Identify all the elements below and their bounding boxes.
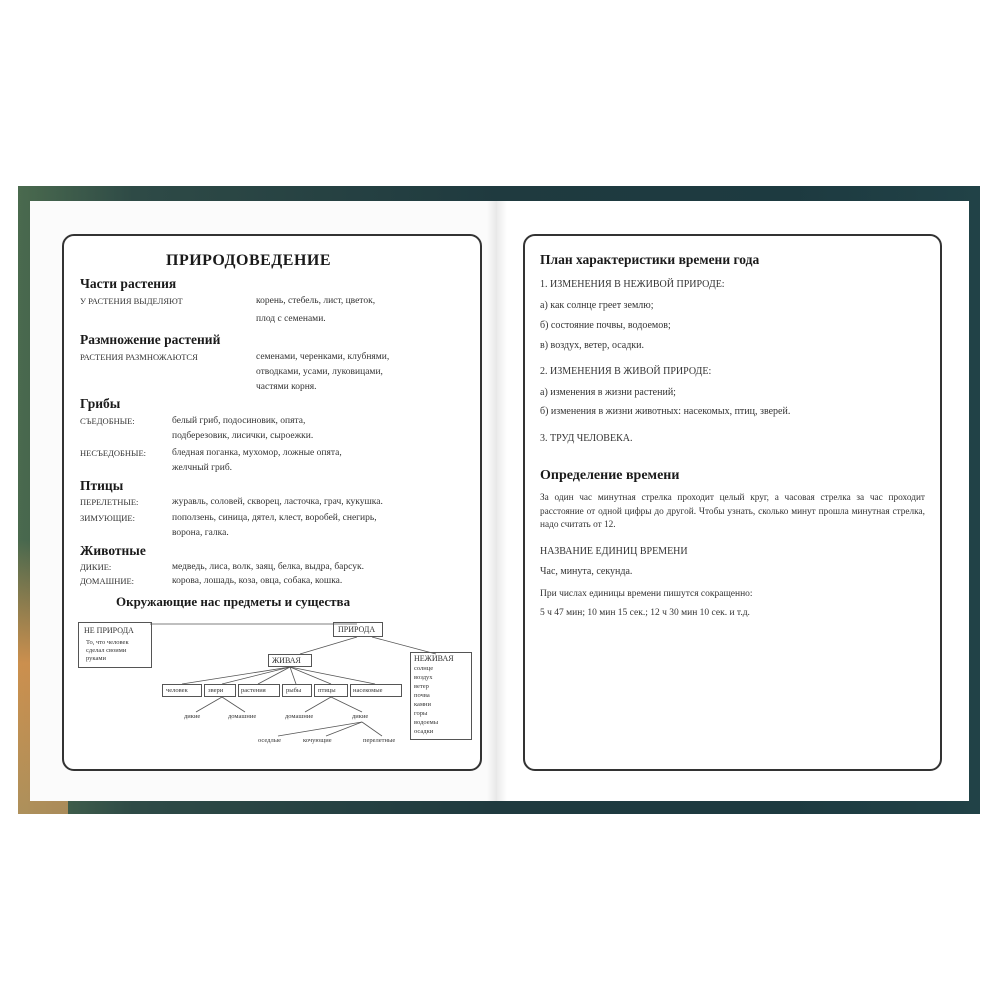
inedible-label: НЕСЪЕДОБНЫЕ: <box>80 448 147 458</box>
living-child-fish: рыбы <box>286 687 302 694</box>
wild-birds-nomadic: кочующие <box>303 737 332 744</box>
nonliving-item: осадки <box>414 728 434 735</box>
time-paragraph: За один час минутная стрелка проходит целый круг, а часовая стрелка за час проходит расстояние от одной цифры до другой. Чтобы узнать, сколько минут прошла минутная стрелка, надо считать от 12. <box>540 493 925 530</box>
plant-reproduction-value-3: частями корня. <box>256 382 317 392</box>
edible-value-1: белый гриб, подосиновик, опята, <box>172 416 306 426</box>
nonliving-item: ветер <box>414 683 429 690</box>
living-child-plants: растения <box>241 687 266 694</box>
plant-reproduction-heading: Размножение растений <box>80 332 221 347</box>
wintering-value-1: поползень, синица, дятел, клест, воробей, снегирь, <box>172 513 377 523</box>
plant-parts-heading: Части растения <box>80 276 177 291</box>
beasts-domestic: домашние <box>228 713 257 720</box>
page-title: ПРИРОДОВЕДЕНИЕ <box>166 252 332 269</box>
wild-birds-migratory: перелетные <box>363 737 396 744</box>
mushrooms-heading: Грибы <box>80 396 121 411</box>
wild-birds-sedentary: оседлые <box>258 737 281 744</box>
living-child-birds: птицы <box>318 687 336 694</box>
season-plan-heading: План характеристики времени года <box>540 252 760 267</box>
wild-value: медведь, лиса, волк, заяц, белка, выдра, барсук. <box>172 562 364 572</box>
season-plan-item-1c: в) воздух, ветер, осадки. <box>540 340 645 351</box>
season-plan-item-1a: а) как солнце греет землю; <box>540 300 654 311</box>
living-child-insects: насекомые <box>353 687 383 694</box>
domestic-label: ДОМАШНИЕ: <box>80 576 135 586</box>
beasts-wild: дикие <box>184 713 201 720</box>
season-plan-item-1: 1. ИЗМЕНЕНИЯ В НЕЖИВОЙ ПРИРОДЕ: <box>540 279 725 290</box>
time-units-label: НАЗВАНИЕ ЕДИНИЦ ВРЕМЕНИ <box>540 546 688 557</box>
inedible-value-1: бледная поганка, мухомор, ложные опята, <box>172 448 342 458</box>
plant-parts-value-1: корень, стебель, лист, цветок, <box>256 296 376 306</box>
nonliving-item: горы <box>414 710 428 717</box>
plant-parts-value-2: плод с семенами. <box>256 314 326 324</box>
wild-label: ДИКИЕ: <box>80 562 112 572</box>
plant-reproduction-value-1: семенами, черенками, клубнями, <box>256 352 390 362</box>
time-abbrev-example: 5 ч 47 мин; 10 мин 15 сек.; 12 ч 30 мин 10 сек. и т.д. <box>540 608 750 618</box>
nonliving-item: водоемы <box>414 719 439 726</box>
domestic-value: корова, лошадь, коза, овца, собака, кошка. <box>172 576 343 586</box>
living-child-human: человек <box>166 687 188 694</box>
animals-heading: Животные <box>80 543 146 558</box>
wintering-value-2: ворона, галка. <box>172 528 229 538</box>
plant-reproduction-value-2: отводками, усами, луковицами, <box>256 367 383 377</box>
inedible-value-2: желчный гриб. <box>172 463 233 473</box>
birds-domestic: домашние <box>285 713 314 720</box>
edible-label: СЪЕДОБНЫЕ: <box>80 416 135 426</box>
nonliving-item: камни <box>414 701 432 708</box>
not-nature-note-1: То, что человек <box>86 639 129 646</box>
migratory-label: ПЕРЕЛЕТНЫЕ: <box>80 497 139 507</box>
not-nature-label: НЕ ПРИРОДА <box>84 626 134 635</box>
migratory-value: журавль, соловей, скворец, ласточка, грач, кукушка. <box>172 497 383 507</box>
edible-value-2: подберезовик, лисички, сыроежки. <box>172 431 314 441</box>
diagram-heading: Окружающие нас предметы и существа <box>116 594 351 609</box>
nature-label: ПРИРОДА <box>338 625 376 634</box>
plant-parts-label: У РАСТЕНИЯ ВЫДЕЛЯЮТ <box>80 296 183 306</box>
season-plan-item-1b: б) состояние почвы, водоемов; <box>540 320 671 331</box>
living-label: ЖИВАЯ <box>272 656 301 665</box>
season-plan-item-2b: б) изменения в жизни животных: насекомых, птиц, зверей. <box>540 406 791 417</box>
time-units-value: Час, минута, секунда. <box>540 566 633 577</box>
time-abbrev-note: При числах единицы времени пишутся сокращенно: <box>540 589 753 599</box>
season-plan-item-2: 2. ИЗМЕНЕНИЯ В ЖИВОЙ ПРИРОДЕ: <box>540 366 712 377</box>
nonliving-item: солнце <box>414 665 434 672</box>
birds-wild: дикие <box>352 713 369 720</box>
nonliving-item: почва <box>414 692 430 699</box>
nonliving-item: воздух <box>414 674 433 681</box>
birds-heading: Птицы <box>80 478 124 493</box>
time-heading: Определение времени <box>540 468 680 483</box>
living-child-beasts: звери <box>208 687 224 694</box>
not-nature-note-2: сделал своими <box>86 647 127 654</box>
nonliving-label: НЕЖИВАЯ <box>414 654 454 663</box>
wintering-label: ЗИМУЮЩИЕ: <box>80 513 135 523</box>
plant-reproduction-label: РАСТЕНИЯ РАЗМНОЖАЮТСЯ <box>80 352 198 362</box>
season-plan-item-2a: а) изменения в жизни растений; <box>540 387 676 398</box>
not-nature-note-3: руками <box>86 655 106 662</box>
season-plan-item-3: 3. ТРУД ЧЕЛОВЕКА. <box>540 433 633 444</box>
